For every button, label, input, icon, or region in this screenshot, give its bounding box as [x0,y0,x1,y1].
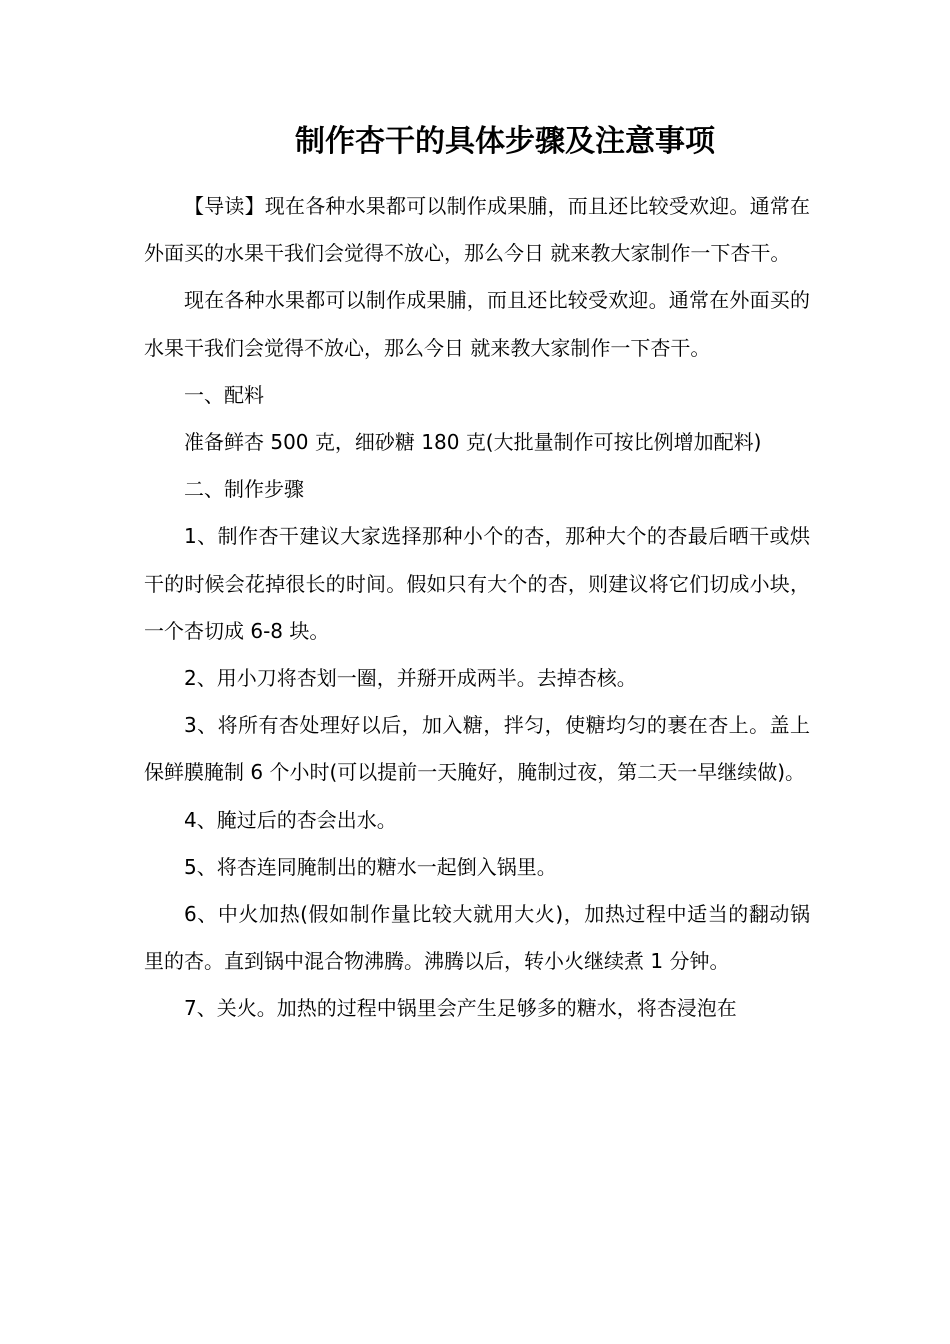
step-7: 7、关火。加热的过程中锅里会产生足够多的糖水，将杏浸泡在 [184,996,737,1021]
paragraph-intro: 【导读】现在各种水果都可以制作成果脯，而且还比较受欢迎。通常在外面买的水果干我们会觉得不放心，那么今日 就来教大家制作一下杏干。 [144,194,810,266]
step-4: 4、腌过后的杏会出水。 [184,807,397,832]
step-1: 1、制作杏干建议大家选择那种小个的杏，那种大个的杏最后晒干或烘干的时候会花掉很长的时间。假如只有大个的杏，则建议将它们切成小块，一个杏切成 6-8 块。 [144,524,810,643]
paragraph-ingredients: 准备鲜杏 500 克，细砂糖 180 克(大批量制作可按比例增加配料) [184,430,762,455]
step-5: 5、将杏连同腌制出的糖水一起倒入锅里。 [184,854,557,879]
section-heading-steps: 二、制作步骤 [184,477,304,502]
document-body [144,183,810,1033]
step-6: 6、中火加热(假如制作量比较大就用大火)，加热过程中适当的翻动锅里的杏。直到锅中混合物沸腾。沸腾以后，转小火继续煮 1 分钟。 [144,902,810,974]
document-title: 制作杏干的具体步骤及注意事项 [295,124,715,159]
paragraph-intro-repeat: 现在各种水果都可以制作成果脯，而且还比较受欢迎。通常在外面买的水果干我们会觉得不放心，那么今日 就来教大家制作一下杏干。 [144,288,810,360]
step-3: 3、将所有杏处理好以后，加入糖，拌匀，使糖均匀的裹在杏上。盖上保鲜膜腌制 6 个小时(可以提前一天腌好，腌制过夜，第二天一早继续做)。 [144,713,810,785]
step-2: 2、用小刀将杏划一圈，并掰开成两半。去掉杏核。 [184,666,637,691]
section-heading-ingredients: 一、配料 [184,382,264,407]
